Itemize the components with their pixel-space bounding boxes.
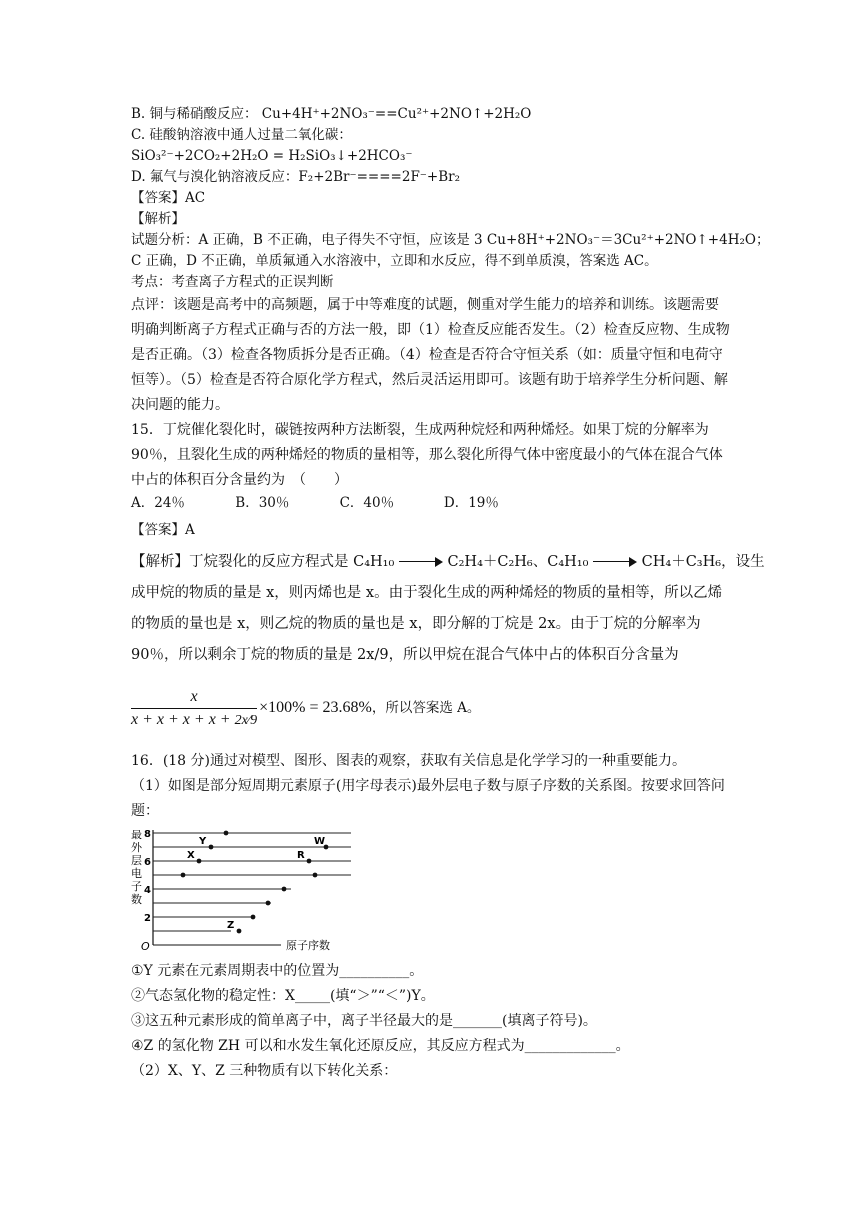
- analysis-line-1: 试题分析：A 正确，B 不正确，电子得失不守恒，应该是 3 Cu+8H⁺+2NO₃⁻＝3Cu²⁺+2NO↑+4H₂O；: [131, 232, 770, 248]
- reaction-arrow-icon: [399, 557, 443, 567]
- denominator-fraction: 2x⁄9: [234, 712, 258, 728]
- analysis-15-body: 成甲烷的物质的量是 x，则丙烯也是 x。由于裂化生成的两种烯烃的物质的量相等，所以乙烯的物质的量也是 x，则乙烷的物质的量也是 x，即分解的丁烷是 2x。由于丁烷的分解率为 90％，所以剩余丁烷的物质的量是 2x/9，所以甲烷在混合气体中占的体积百分含量为: [131, 585, 723, 663]
- formula-tail: ，所以答案选 A。: [371, 699, 481, 716]
- question-15-options: [131, 493, 731, 514]
- data-point: [307, 859, 312, 864]
- analysis-15-mid1: C₂H₄＋C₂H₆、C₄H₁₀: [447, 554, 589, 570]
- y-tick-label: 6: [144, 857, 151, 868]
- data-point: [181, 873, 186, 878]
- analysis-15-mid2: CH₄＋C₃H₆，设生: [641, 554, 765, 570]
- point-label: X: [187, 850, 195, 861]
- option-c-equation: SiO₃²⁻+2CO₂+2H₂O = H₂SiO₃↓+2HCO₃⁻: [131, 148, 413, 164]
- data-point: [197, 859, 202, 864]
- data-point: [313, 873, 318, 878]
- fraction-denominator: [131, 708, 257, 729]
- y-axis-label-char: 层: [131, 854, 142, 867]
- point-label: Y: [199, 836, 207, 847]
- point-label: W: [314, 836, 326, 847]
- chart-svg: [131, 830, 371, 955]
- reaction-arrow-icon: [593, 557, 637, 567]
- x-axis-label: 原子序数: [286, 939, 330, 952]
- analysis-heading-14: 【解析】: [131, 211, 185, 227]
- fraction-numerator: x: [190, 687, 198, 705]
- subquestion-3: ③这五种元素形成的简单离子中，离子半径最大的是_______(填离子符号)。: [131, 1013, 597, 1029]
- point-label: Z: [227, 920, 235, 931]
- option-d-line: D. 氟气与溴化钠溶液反应：F₂+2Br⁻====2F⁻+Br₂: [131, 169, 461, 185]
- option-c-line: C. 硅酸钠溶液中通人过量二氧化碳：: [131, 127, 352, 143]
- kaodian-line: 考点：考查离子方程式的正误判断: [131, 274, 334, 290]
- data-point: [209, 845, 214, 850]
- question-15: 15．丁烷催化裂化时，碳链按两种方法断裂，生成两种烷烃和两种烯烃。如果丁烷的分解率为 90％，且裂化生成的两种烯烃的物质的量相等，那么裂化所得气体中密度最小的气体在混合气体中占的体积百分含量约为 （ ）: [131, 422, 723, 488]
- subquestion-4: ④Z 的氢化物 ZH 可以和水发生氧化还原反应，其反应方程式为_____________。: [131, 1038, 630, 1054]
- subquestion-2: ②气态氢化物的稳定性：X_____(填“＞”“＜”)Y。: [131, 988, 435, 1004]
- y-axis-label-char: 最: [131, 830, 142, 841]
- question-16-part-2: （2）X、Y、Z 三种物质有以下转化关系：: [131, 1063, 398, 1079]
- answer-14: 【答案】AC: [131, 190, 206, 206]
- analysis-line-2: C 正确，D 不正确，单质氟通入水溶液中，立即和水反应，得不到单质溴，答案选 AC。: [131, 253, 658, 269]
- data-point: [282, 887, 287, 892]
- option-c: C．40％: [339, 495, 395, 511]
- data-point: [237, 929, 242, 934]
- formula-result: ×100% = 23.68%: [259, 699, 372, 716]
- origin-label: O: [141, 940, 150, 953]
- question-16: 16．(18 分)通过对模型、图形、图表的观察，获取有关信息是化学学习的一种重要能力。: [131, 753, 687, 769]
- y-axis-label-char: 子: [131, 880, 142, 893]
- denominator-terms: x + x + x + x +: [131, 710, 235, 728]
- percentage-formula: [131, 677, 731, 739]
- question-16-part-1: （1）如图是部分短周期元素原子(用字母表示)最外层电子数与原子序数的关系图。按要求回答问题：: [131, 778, 725, 819]
- dianping-paragraph: 点评：该题是高考中的高频题，属于中等难度的试题，侧重对学生能力的培养和训练。该题需要明确判断离子方程式正确与否的方法一般，即（1）检查反应能否发生。（2）检查反应物、生成物是否正确。（3）检查各物质拆分是否正确。（4）检查是否符合守恒关系（如：质量守恒和电荷守恒等）。（5）检查是否符合原化学方程式，然后灵活运用即可。该题有助于培养学生分析问题、解决问题的能力。: [131, 297, 730, 413]
- analysis-15-prefix: 【解析】丁烷裂化的反应方程式是 C₄H₁₀: [131, 554, 395, 570]
- answer-15: 【答案】A: [131, 522, 195, 538]
- data-point: [224, 831, 229, 836]
- y-tick-label: 2: [144, 913, 151, 924]
- y-tick-label: 8: [144, 830, 151, 840]
- option-b-line: B. 铜与稀硝酸反应： Cu+4H⁺+2NO₃⁻==Cu²⁺+2NO↑+2H₂O: [131, 106, 532, 122]
- data-point: [251, 915, 256, 920]
- element-chart: [131, 830, 731, 959]
- option-a: A．24％: [131, 495, 185, 511]
- option-d: D．19％: [443, 495, 499, 511]
- option-b: B．30％: [235, 495, 290, 511]
- document-page: [131, 104, 770, 1084]
- formula-fraction: [131, 688, 257, 729]
- data-point: [266, 901, 271, 906]
- y-axis-label-char: 数: [131, 893, 142, 906]
- y-axis-label-char: 电: [131, 867, 142, 880]
- point-label: R: [297, 850, 305, 861]
- subquestion-1: ①Y 元素在元素周期表中的位置为__________。: [131, 963, 424, 979]
- y-axis-label-char: 外: [131, 841, 142, 854]
- analysis-15-first-line: [131, 547, 765, 578]
- y-tick-label: 4: [144, 885, 151, 896]
